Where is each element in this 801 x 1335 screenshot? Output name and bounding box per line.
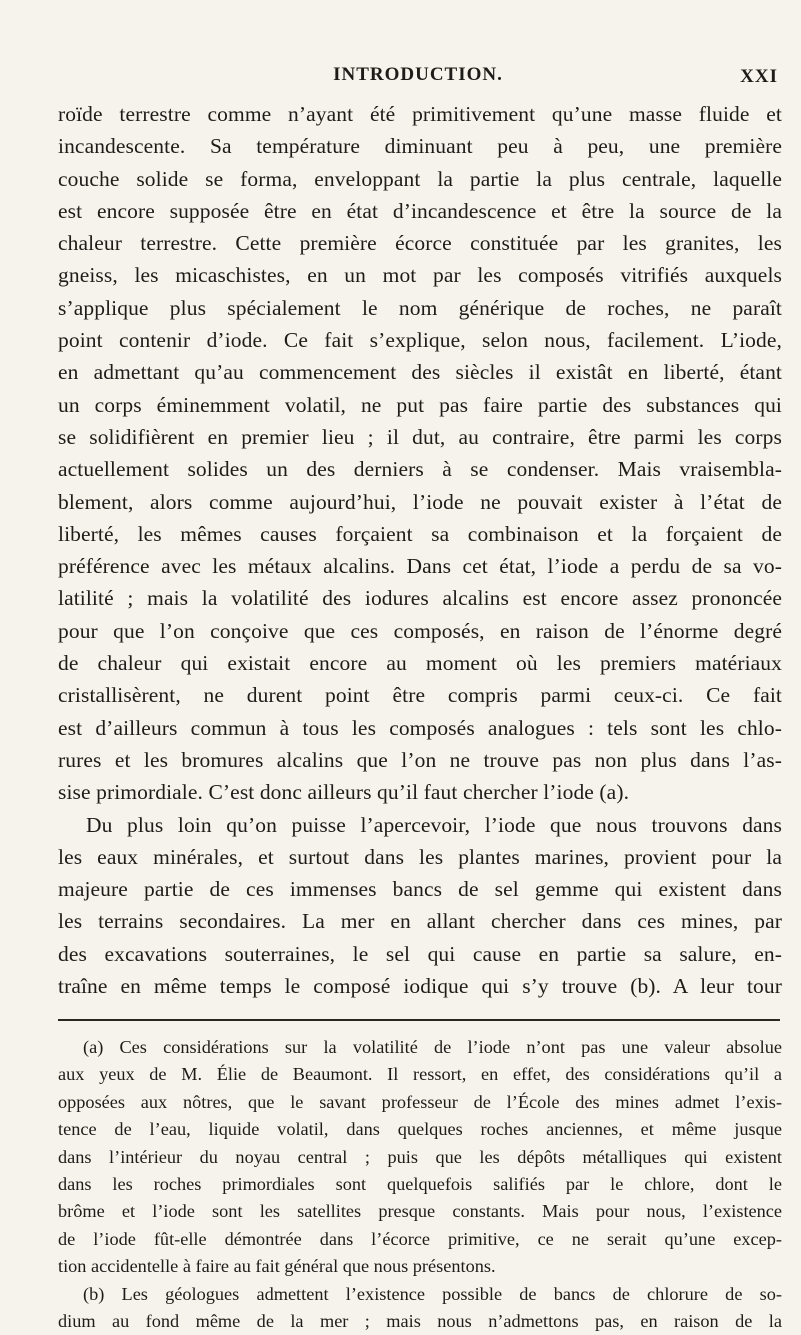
text-line: majeure partie de ces immenses bancs de sel gemme qui existent dans [58, 877, 782, 902]
footnote-line: aux yeux de M. Élie de Beaumont. Il ressort, en effet, des considérations qu’il a [58, 1064, 782, 1085]
footnote-line: (a) Ces considérations sur la volatilité de l’iode n’ont pas une valeur absolue [83, 1037, 782, 1057]
text-line: est encore supposée être en état d’incandescence et être la source de la [58, 198, 782, 223]
text-line: les terrains secondaires. La mer en allant chercher dans ces mines, par [58, 909, 782, 934]
text-line: se solidifièrent en premier lieu ; il dut, au contraire, être parmi les corps [58, 424, 782, 449]
footnotes [58, 1034, 782, 1335]
text-line: les eaux minérales, et surtout dans les plantes marines, provient pour la [58, 844, 782, 869]
text-line: de chaleur qui existait encore au moment où les premiers matériaux [58, 651, 782, 676]
text-line: préférence avec les métaux alcalins. Dans cet état, l’iode a perdu de sa vo- [58, 554, 782, 579]
running-title: INTRODUCTION. [333, 64, 503, 85]
text-line: des excavations souterraines, le sel qui cause en partie sa salure, en- [58, 941, 782, 966]
text-line: gneiss, les micaschistes, en un mot par les composés vitrifiés auxquels [58, 263, 782, 288]
text-line: point contenir d’iode. Ce fait s’explique, selon nous, facilement. L’iode, [58, 328, 782, 353]
footnote-line: de l’iode fût-elle démontrée dans l’écorce primitive, ce ne serait qu’une excep- [58, 1228, 782, 1249]
text-line: roïde terrestre comme n’ayant été primitivement qu’une masse fluide et [58, 102, 782, 126]
footnote-line: tion accidentelle à faire au fait général que nous présentons. [58, 1256, 496, 1277]
main-text [58, 98, 782, 1002]
text-line: couche solide se forma, enveloppant la partie la plus centrale, laquelle [58, 166, 782, 191]
text-line: liberté, les mêmes causes forçaient sa combinaison et la forçaient de [58, 521, 782, 546]
text-line: chaleur terrestre. Cette première écorce constituée par les granites, les [58, 231, 782, 256]
text-line: s’applique plus spécialement le nom générique de roches, ne paraît [58, 295, 782, 320]
text-line: pour que l’on conçoive que ces composés, en raison de l’énorme degré [58, 618, 782, 643]
text-line: incandescente. Sa température diminuant peu à peu, une première [58, 134, 782, 159]
page-number: XXI [740, 66, 778, 87]
footnote-line: tence de l’eau, liquide volatil, dans quelques roches anciennes, et même jusque [58, 1119, 782, 1140]
text-line: un corps éminemment volatil, ne put pas faire partie des substances qui [58, 392, 782, 417]
text-line: Du plus loin qu’on puisse l’apercevoir, l’iode que nous trouvons dans [86, 812, 782, 837]
text-line: cristallisèrent, ne durent point être compris parmi ceux-ci. Ce fait [58, 683, 782, 708]
text-line: est d’ailleurs commun à tous les composés analogues : tels sont les chlo- [58, 715, 782, 740]
text-line: blement, alors comme aujourd’hui, l’iode ne pouvait exister à l’état de [58, 489, 782, 514]
footnote-divider [58, 1019, 780, 1021]
footnote-line: brôme et l’iode sont les satellites presque constants. Mais pour nous, l’existence [58, 1201, 782, 1222]
text-line: actuellement solides un des derniers à se condenser. Mais vraisembla- [58, 457, 782, 482]
text-line: en admettant qu’au commencement des siècles il existât en liberté, étant [58, 360, 782, 385]
footnote-line: opposées aux nôtres, que le savant professeur de l’École des mines admet l’exis- [58, 1091, 782, 1112]
footnote-line: dans les roches primordiales sont quelquefois salifiés par le chlore, dont le [58, 1174, 782, 1195]
text-line: sise primordiale. C’est donc ailleurs qu’il faut chercher l’iode (a). [58, 780, 630, 805]
footnote-line: dans l’intérieur du noyau central ; puis que les dépôts métalliques qui existent [58, 1146, 782, 1167]
text-line: rures et les bromures alcalins que l’on ne trouve pas non plus dans l’as- [58, 747, 782, 772]
running-head [58, 60, 778, 90]
footnote-line: dium au fond même de la mer ; mais nous n’admettons pas, en raison de la [58, 1311, 782, 1332]
footnote-line: (b) Les géologues admettent l’existence possible de bancs de chlorure de so- [83, 1283, 782, 1304]
text-line: traîne en même temps le composé iodique qui s’y trouve (b). A leur tour [58, 974, 782, 999]
text-line: latilité ; mais la volatilité des iodures alcalins est encore assez prononcée [58, 586, 782, 611]
